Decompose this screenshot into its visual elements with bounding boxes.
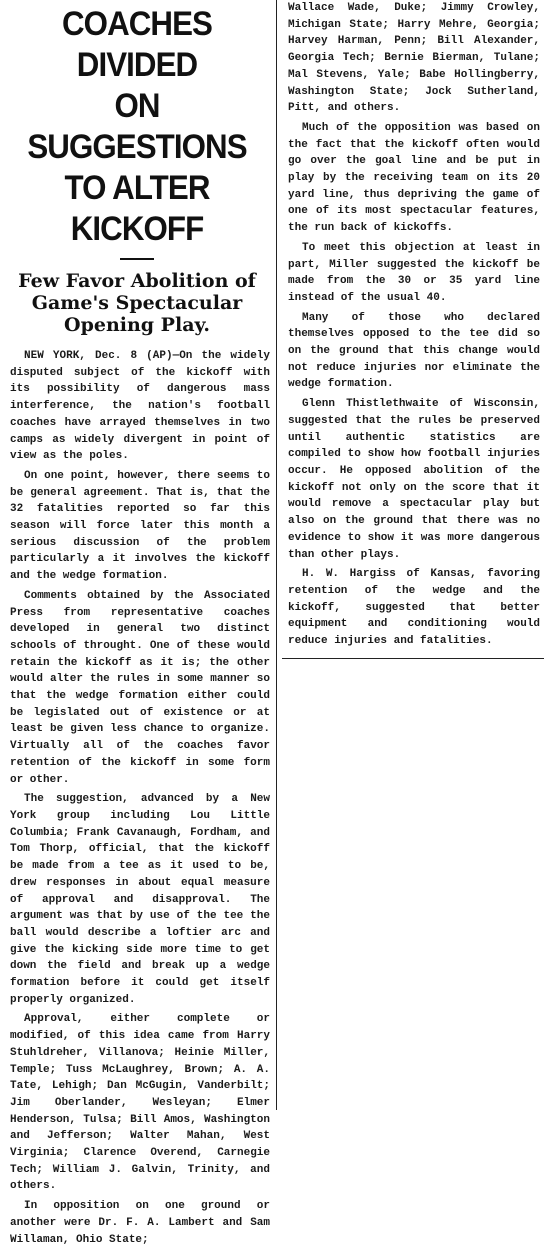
subheadline	[6, 270, 268, 336]
headline-line-2: ON SUGGESTIONS	[27, 87, 247, 166]
paragraph: Glenn Thistlethwaite of Wisconsin, suggested that the rules be preserved until authentic statistics are compiled to show how football injuries occur. He opposed abolition of the kickoff not only on the score that it would remove a spectacular play but also on the ground that there was no evidence to show it was more dangerous than other plays.	[288, 398, 540, 561]
headline-divider	[120, 258, 154, 260]
paragraph: To meet this objection at least in part, Miller suggested the kickoff be made from the 30 or 35 yard line instead of the usual 40.	[288, 241, 540, 304]
paragraph: Comments obtained by the Associated Press from representative coaches developed in general two distinct schools of throught. One of these would retain the kickoff as it is; the other would alter the rules in some manner so that the wedge formation either could be legislated out of existence or at least be given less chance to organize. Virtually all of the coaches favor retention of the kickoff in some form or other.	[10, 589, 270, 786]
paragraph: The suggestion, advanced by a New York group including Lou Little Columbia; Frank Cavanaugh, Fordham, and Tom Thorp, official, that the kickoff be made from a tee as it used to be, drew responses in about equal measure of approval and disapproval. The argument was that by use of the tee the ball would describe a loftier arc and give the kicking side more time to get down the field and break up a wedge formation before it could get itself properly organized.	[10, 793, 270, 1006]
headline-line-1: COACHES DIVIDED	[62, 5, 212, 84]
article-body-right	[288, 0, 540, 650]
right-column	[282, 0, 544, 1110]
subheadline-line-3: Opening Play.	[64, 314, 210, 336]
paragraph: In opposition on one ground or another were Dr. F. A. Lambert and Sam Willaman, Ohio State;	[10, 1200, 270, 1246]
subheadline-line-2: Game's Spectacular	[31, 292, 243, 314]
paragraph: Many of those who declared themselves opposed to the tee did so on the ground that this change would not reduce injuries nor eliminate the wedge formation.	[288, 311, 540, 391]
paragraph: H. W. Hargiss of Kansas, favoring retention of the wedge and the kickoff, suggested that better equipment and conditioning would reduce injuries and fatalities.	[288, 568, 540, 648]
paragraph: Much of the opposition was based on the fact that the kickoff often would go over the goal line and be put in play by the receiving team on its 20 yard line, thus depriving the game of one of its most spectacular features, the run back of kickoffs.	[288, 121, 540, 235]
subheadline-line-1: Few Favor Abolition of	[18, 270, 256, 292]
paragraph: Approval, either complete or modified, of this idea came from Harry Stuhldreher, Villanova; Heinie Miller, Temple; Tuss McLaughrey, Brown; A. A. Tate, Lehigh; Dan McGugin, Vanderbilt; Jim Oberlander, Wesleyan; Elmer Henderson, Tulsa; Bill Amos, Washington and Jefferson; Walter Mahan, West Virginia; Clarence Overend, Carnegie Tech; William J. Galvin, Trinity, and others.	[10, 1013, 270, 1193]
paragraph: On one point, however, there seems to be general agreement. That is, that the 32 fatalities reported so far this season will force later this month a serious discussion of the problem particularly a it involves the kickoff and the wedge formation.	[10, 469, 270, 583]
headline-line-3: TO ALTER KICKOFF	[64, 169, 210, 248]
headline	[11, 4, 263, 250]
article-end-rule	[282, 658, 544, 659]
article-body-left	[10, 348, 270, 1248]
paragraph: NEW YORK, Dec. 8 (AP)—On the widely disputed subject of the kickoff with its possibility of dangerous mass interference, the nation's football coaches have arrayed themselves in two camps as widely divergent in point of view as the poles.	[10, 350, 270, 463]
paragraph: Wallace Wade, Duke; Jimmy Crowley, Michigan State; Harry Mehre, Georgia; Harvey Harman, Penn; Bill Alexander, Georgia Tech; Bernie Bierman, Tulane; Mal Stevens, Yale; Babe Hollingberry, Washington State; Jock Sutherland, Pitt, and others.	[288, 2, 540, 115]
